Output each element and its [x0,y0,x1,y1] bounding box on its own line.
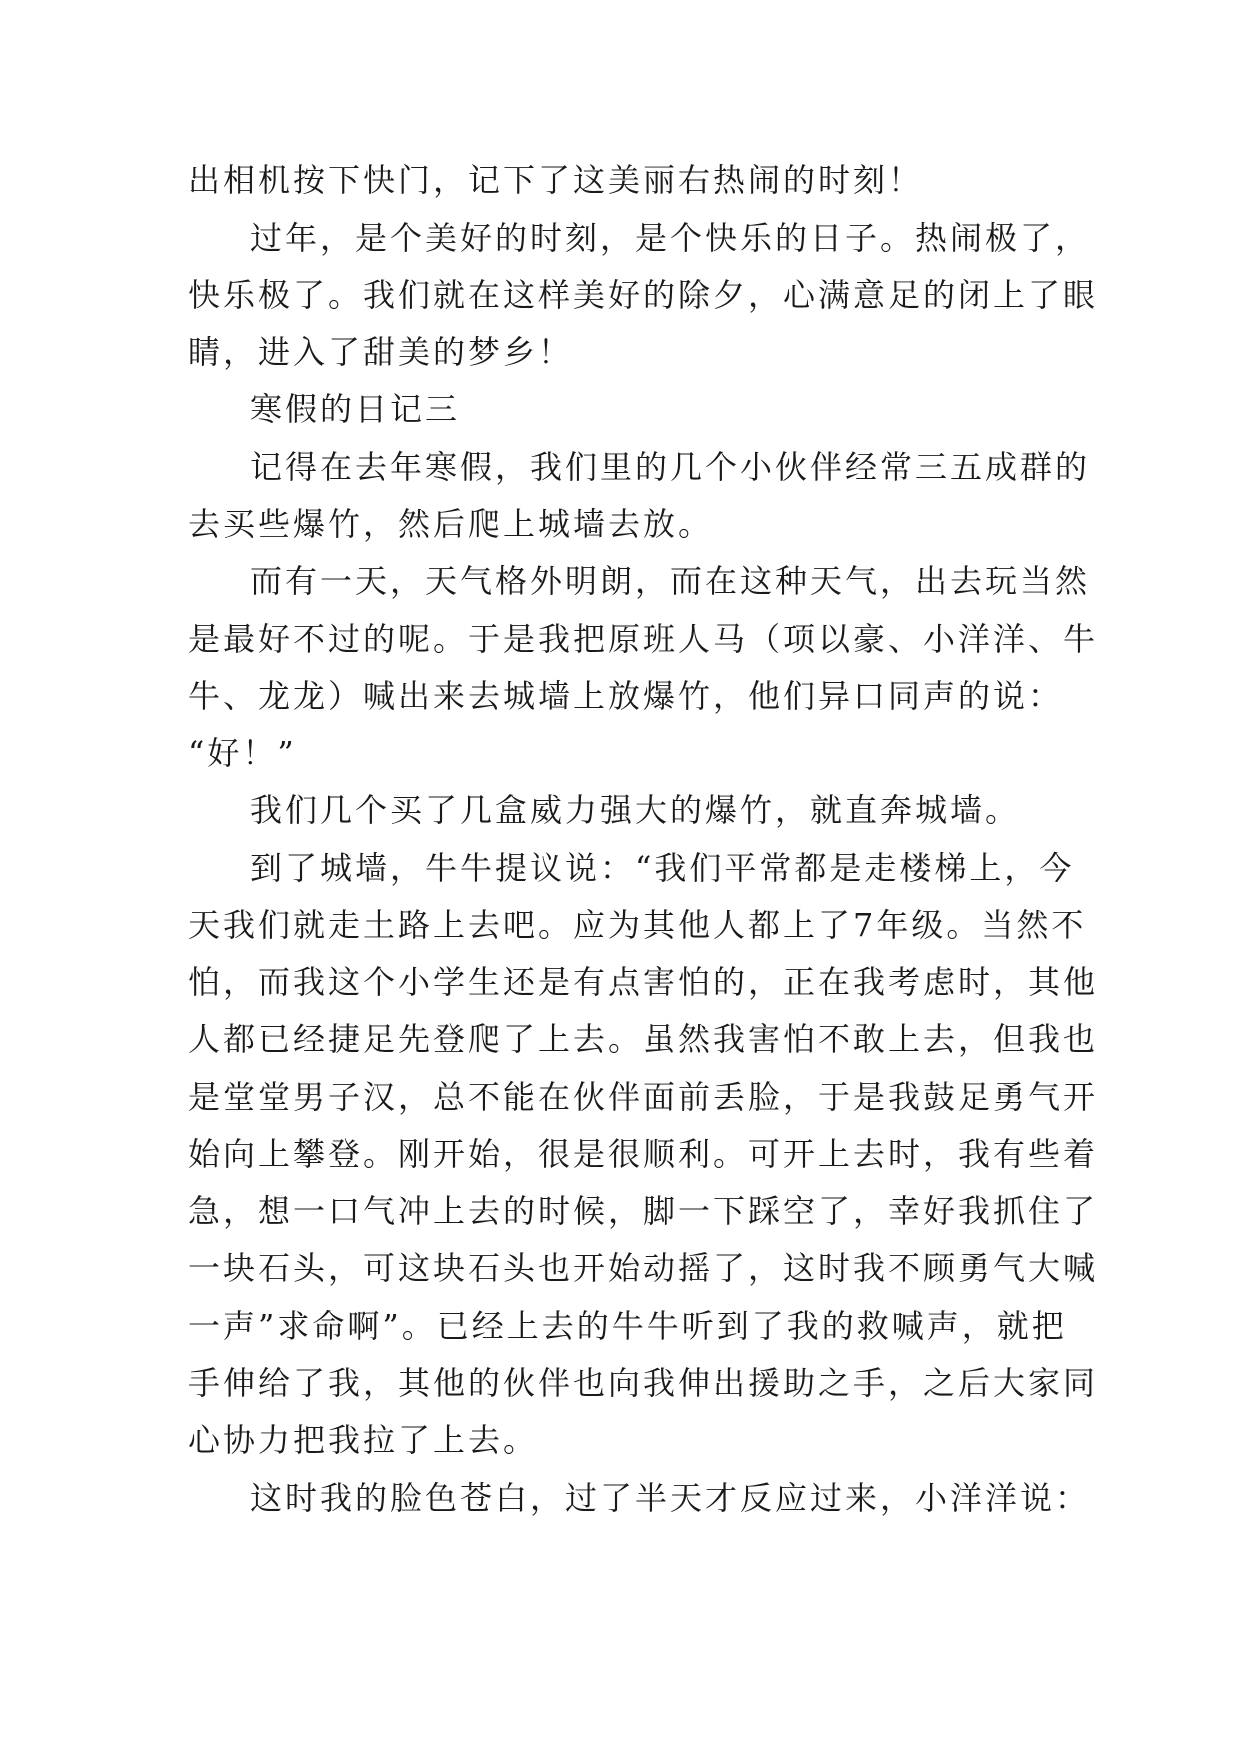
text-line: 这时我的脸色苍白，过了半天才反应过来，小洋洋说： [250,1479,1091,1517]
text-line: 我们几个买了几盒威力强大的爆竹，就直奔城墙。 [250,791,1021,829]
text-line: 而有一天，天气格外明朗，而在这种天气，出去玩当然 [250,562,1091,600]
text-line: “好！” [188,734,297,772]
text-line: 急，想一口气冲上去的时候，脚一下踩空了，幸好我抓住了 [188,1192,1099,1230]
text-line: 记得在去年寒假，我们里的几个小伙伴经常三五成群的 [250,448,1091,486]
text-line: 人都已经捷足先登爬了上去。虽然我害怕不敢上去，但我也 [188,1020,1099,1058]
text-line: 始向上攀登。刚开始，很是很顺利。可开上去时，我有些着 [188,1135,1099,1173]
text-line: 心协力把我拉了上去。 [188,1421,539,1459]
text-line: 手伸给了我，其他的伙伴也向我伸出援助之手，之后大家同 [188,1364,1099,1402]
text-line: 快乐极了。我们就在这样美好的除夕，心满意足的闭上了眼 [188,276,1099,314]
text-line: 出相机按下快门，记下了这美丽右热闹的时刻！ [188,161,924,199]
text-line: 去买些爆竹，然后爬上城墙去放。 [188,505,714,543]
text-line: 是堂堂男子汉，总不能在伙伴面前丢脸，于是我鼓足勇气开 [188,1078,1099,1116]
text-line: 睛，进入了甜美的梦乡！ [188,333,574,371]
text-line: 一块石头，可这块石头也开始动摇了，这时我不顾勇气大喊 [188,1249,1099,1287]
text-line: 是最好不过的呢。于是我把原班人马（项以豪、小洋洋、牛 [188,620,1099,658]
text-line: 天我们就走土路上去吧。应为其他人都上了7年级。当然不 [188,906,1087,944]
text-line: 怕，而我这个小学生还是有点害怕的，正在我考虑时，其他 [188,963,1099,1001]
text-line: 过年，是个美好的时刻，是个快乐的日子。热闹极了， [250,219,1091,257]
text-line: 牛、龙龙）喊出来去城墙上放爆竹，他们异口同声的说： [188,677,1064,715]
text-line: 到了城墙，牛牛提议说：“我们平常都是走楼梯上，今 [250,849,1075,887]
section-heading: 寒假的日记三 [250,390,461,428]
text-line: 一声”求命啊”。已经上去的牛牛听到了我的救喊声，就把 [188,1307,1067,1345]
